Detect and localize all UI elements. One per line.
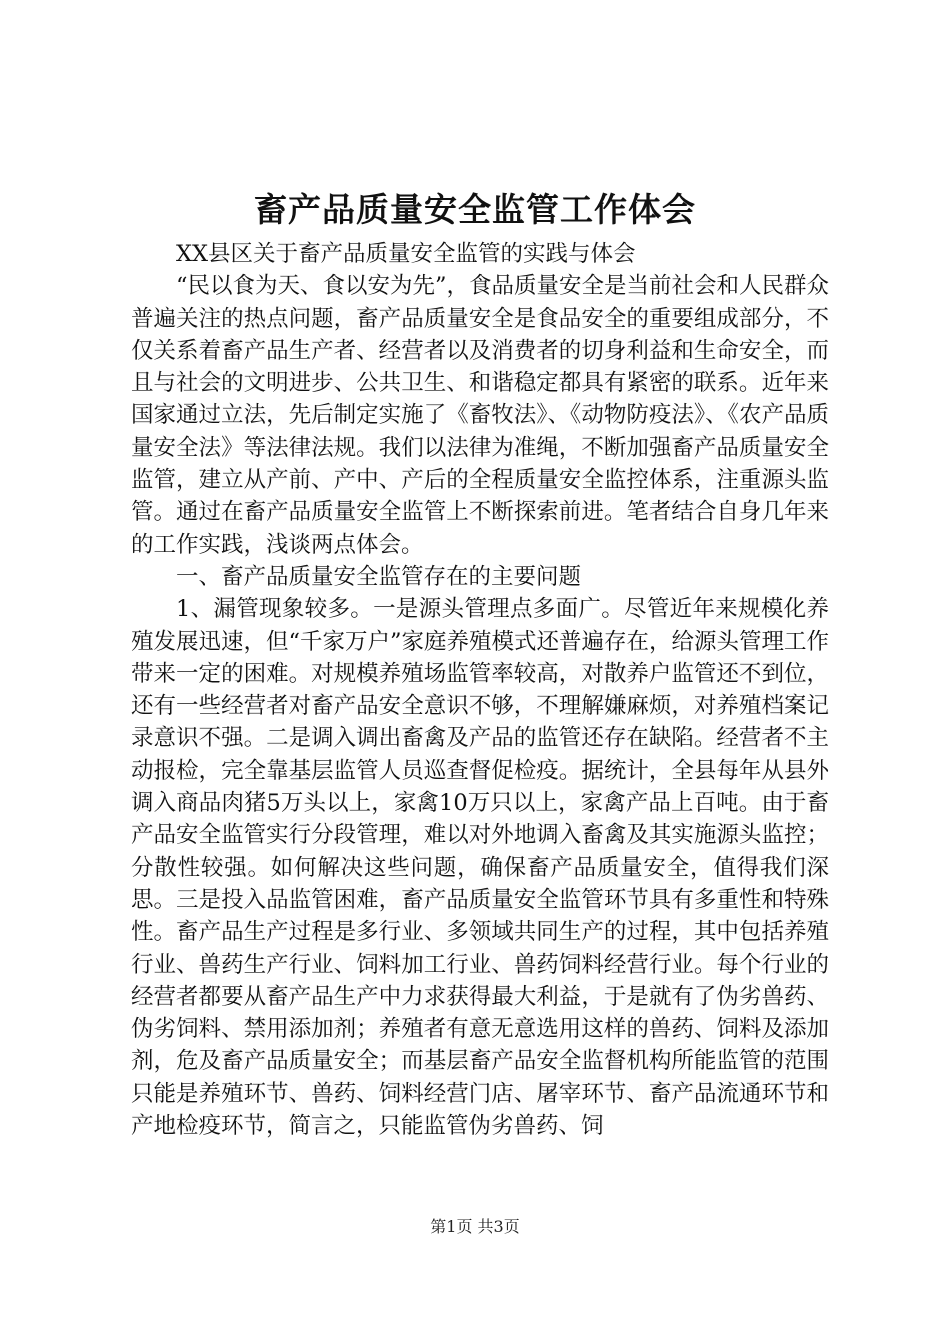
paragraph-subtitle: XX县区关于畜产品质量安全监管的实践与体会 xyxy=(176,241,636,267)
document-body xyxy=(131,238,829,1142)
section-heading: 一、畜产品质量安全监管存在的主要问题 xyxy=(176,563,582,590)
paragraph-problems: 1、漏管现象较多。一是源头管理点多面广。尽管近年来规模化养殖发展迅速，但“千家万户”家庭养殖模式还普遍存在，给源头管理工作带来一定的困难。对规模养殖场监管率较高，对散养户监管还不到位，还有一些经营者对畜产品安全意识不够，不理解嫌麻烦，对养殖档案记录意识不强。二是调入调出畜禽及产品的监管还存在缺陷。经营者不主动报检，完全靠基层监管人员巡查督促检疫。据统计，全县每年从县外调入商品肉猪5万头以上，家禽10万只以上，家禽产品上百吨。由于畜产品安全监管实行分段管理，难以对外地调入畜禽及其实施源头监控；分散性较强。如何解决这些问题，确保畜产品质量安全，值得我们深思。三是投入品监管困难，畜产品质量安全监管环节具有多重性和特殊性。畜产品生产过程是多行业、多领域共同生产的过程，其中包括养殖行业、兽药生产行业、饲料加工行业、兽药饲料经营行业。每个行业的经营者都要从畜产品生产中力求获得最大利益，于是就有了伪劣兽药、伪劣饲料、禁用添加剂；养殖者有意无意选用这样的兽药、饲料及添加剂，危及畜产品质量安全；而基层畜产品安全监督机构所能监管的范围只能是养殖环节、兽药、饲料经营门店、屠宰环节、畜产品流通环节和产地检疫环节，简言之，只能监管伪劣兽药、饲 xyxy=(131,596,830,1140)
paragraph-intro: “民以食为天、食以安为先”，食品质量安全是当前社会和人民群众普遍关注的热点问题，畜产品质量安全是食品安全的重要组成部分，不仅关系着畜产品生产者、经营者以及消费者的切身利益和生命安全，而且与社会的文明进步、公共卫生、和谐稳定都具有紧密的联系。近年来国家通过立法，先后制定实施了《畜牧法》、《动物防疫法》、《农产品质量安全法》等法律法规。我们以法律为准绳，不断加强畜产品质量安全监管，建立从产前、产中、产后的全程质量安全监控体系，注重源头监管。通过在畜产品质量安全监管上不断探索前进。笔者结合自身几年来的工作实践，浅谈两点体会。 xyxy=(131,273,830,558)
page-footer: 第1页 共3页 xyxy=(430,1217,520,1236)
document-title: 畜产品质量安全监管工作体会 xyxy=(254,190,696,229)
